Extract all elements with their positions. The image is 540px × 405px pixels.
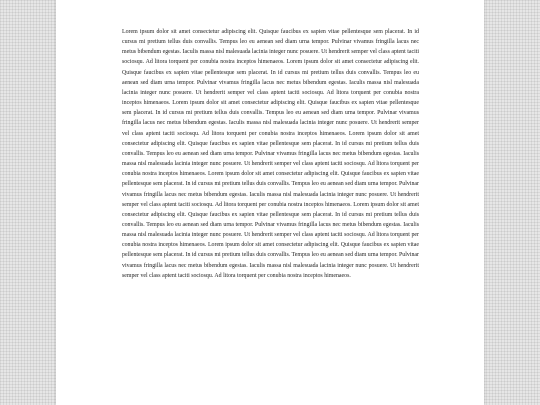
document-page	[56, 0, 484, 405]
body-paragraph: Lorem ipsum dolor sit amet consectetur adipiscing elit. Quisque faucibus ex sapien vitae pellentesque sem placerat. In id cursus mi pretium tellus duis convallis. Tempus leo eu aenean sed diam urna tempor. Pulvinar vivamus fringilla lacus nec metus bibendum egestas. Iaculis massa nisl malesuada lacinia integer nunc posuere. Ut hendrerit semper vel class aptent taciti sociosqu. Ad litora torquent per conubia nostra inceptos himenaeos. Lorem ipsum dolor sit amet consectetur adipiscing elit. Quisque faucibus ex sapien vitae pellentesque sem placerat. In id cursus mi pretium tellus duis convallis. Tempus leo eu aenean sed diam urna tempor. Pulvinar vivamus fringilla lacus nec metus bibendum egestas. Iaculis massa nisl malesuada lacinia integer nunc posuere. Ut hendrerit semper vel class aptent taciti sociosqu. Ad litora torquent per conubia nostra inceptos himenaeos. Lorem ipsum dolor sit amet consectetur adipiscing elit. Quisque faucibus ex sapien vitae pellentesque sem placerat. In id cursus mi pretium tellus duis convallis. Tempus leo eu aenean sed diam urna tempor. Pulvinar vivamus fringilla lacus nec metus bibendum egestas. Iaculis massa nisl malesuada lacinia integer nunc posuere. Ut hendrerit semper vel class aptent taciti sociosqu. Ad litora torquent per conubia nostra inceptos himenaeos. Lorem ipsum dolor sit amet consectetur adipiscing elit. Quisque faucibus ex sapien vitae pellentesque sem placerat. In id cursus mi pretium tellus duis convallis. Tempus leo eu aenean sed diam urna tempor. Pulvinar vivamus fringilla lacus nec metus bibendum egestas. Iaculis massa nisl malesuada lacinia integer nunc posuere. Ut hendrerit semper vel class aptent taciti sociosqu. Ad litora torquent per conubia nostra inceptos himenaeos. Lorem ipsum dolor sit amet consectetur adipiscing elit. Quisque faucibus ex sapien vitae pellentesque sem placerat. In id cursus mi pretium tellus duis convallis. Tempus leo eu aenean sed diam urna tempor. Pulvinar vivamus fringilla lacus nec metus bibendum egestas. Iaculis massa nisl malesuada lacinia integer nunc posuere. Ut hendrerit semper vel class aptent taciti sociosqu. Ad litora torquent per conubia nostra inceptos himenaeos. Lorem ipsum dolor sit amet consectetur adipiscing elit. Quisque faucibus ex sapien vitae pellentesque sem placerat. In id cursus mi pretium tellus duis convallis. Tempus leo eu aenean sed diam urna tempor. Pulvinar vivamus fringilla lacus nec metus bibendum egestas. Iaculis massa nisl malesuada lacinia integer nunc posuere. Ut hendrerit semper vel class aptent taciti sociosqu. Ad litora torquent per conubia nostra inceptos himenaeos. Lorem ipsum dolor sit amet consectetur adipiscing elit. Quisque faucibus ex sapien vitae pellentesque sem placerat. In id cursus mi pretium tellus duis convallis. Tempus leo eu aenean sed diam urna tempor. Pulvinar vivamus fringilla lacus nec metus bibendum egestas. Iaculis massa nisl malesuada lacinia integer nunc posuere. Ut hendrerit semper vel class aptent taciti sociosqu. Ad litora torquent per conubia nostra inceptos himenaeos.	[122, 29, 419, 279]
